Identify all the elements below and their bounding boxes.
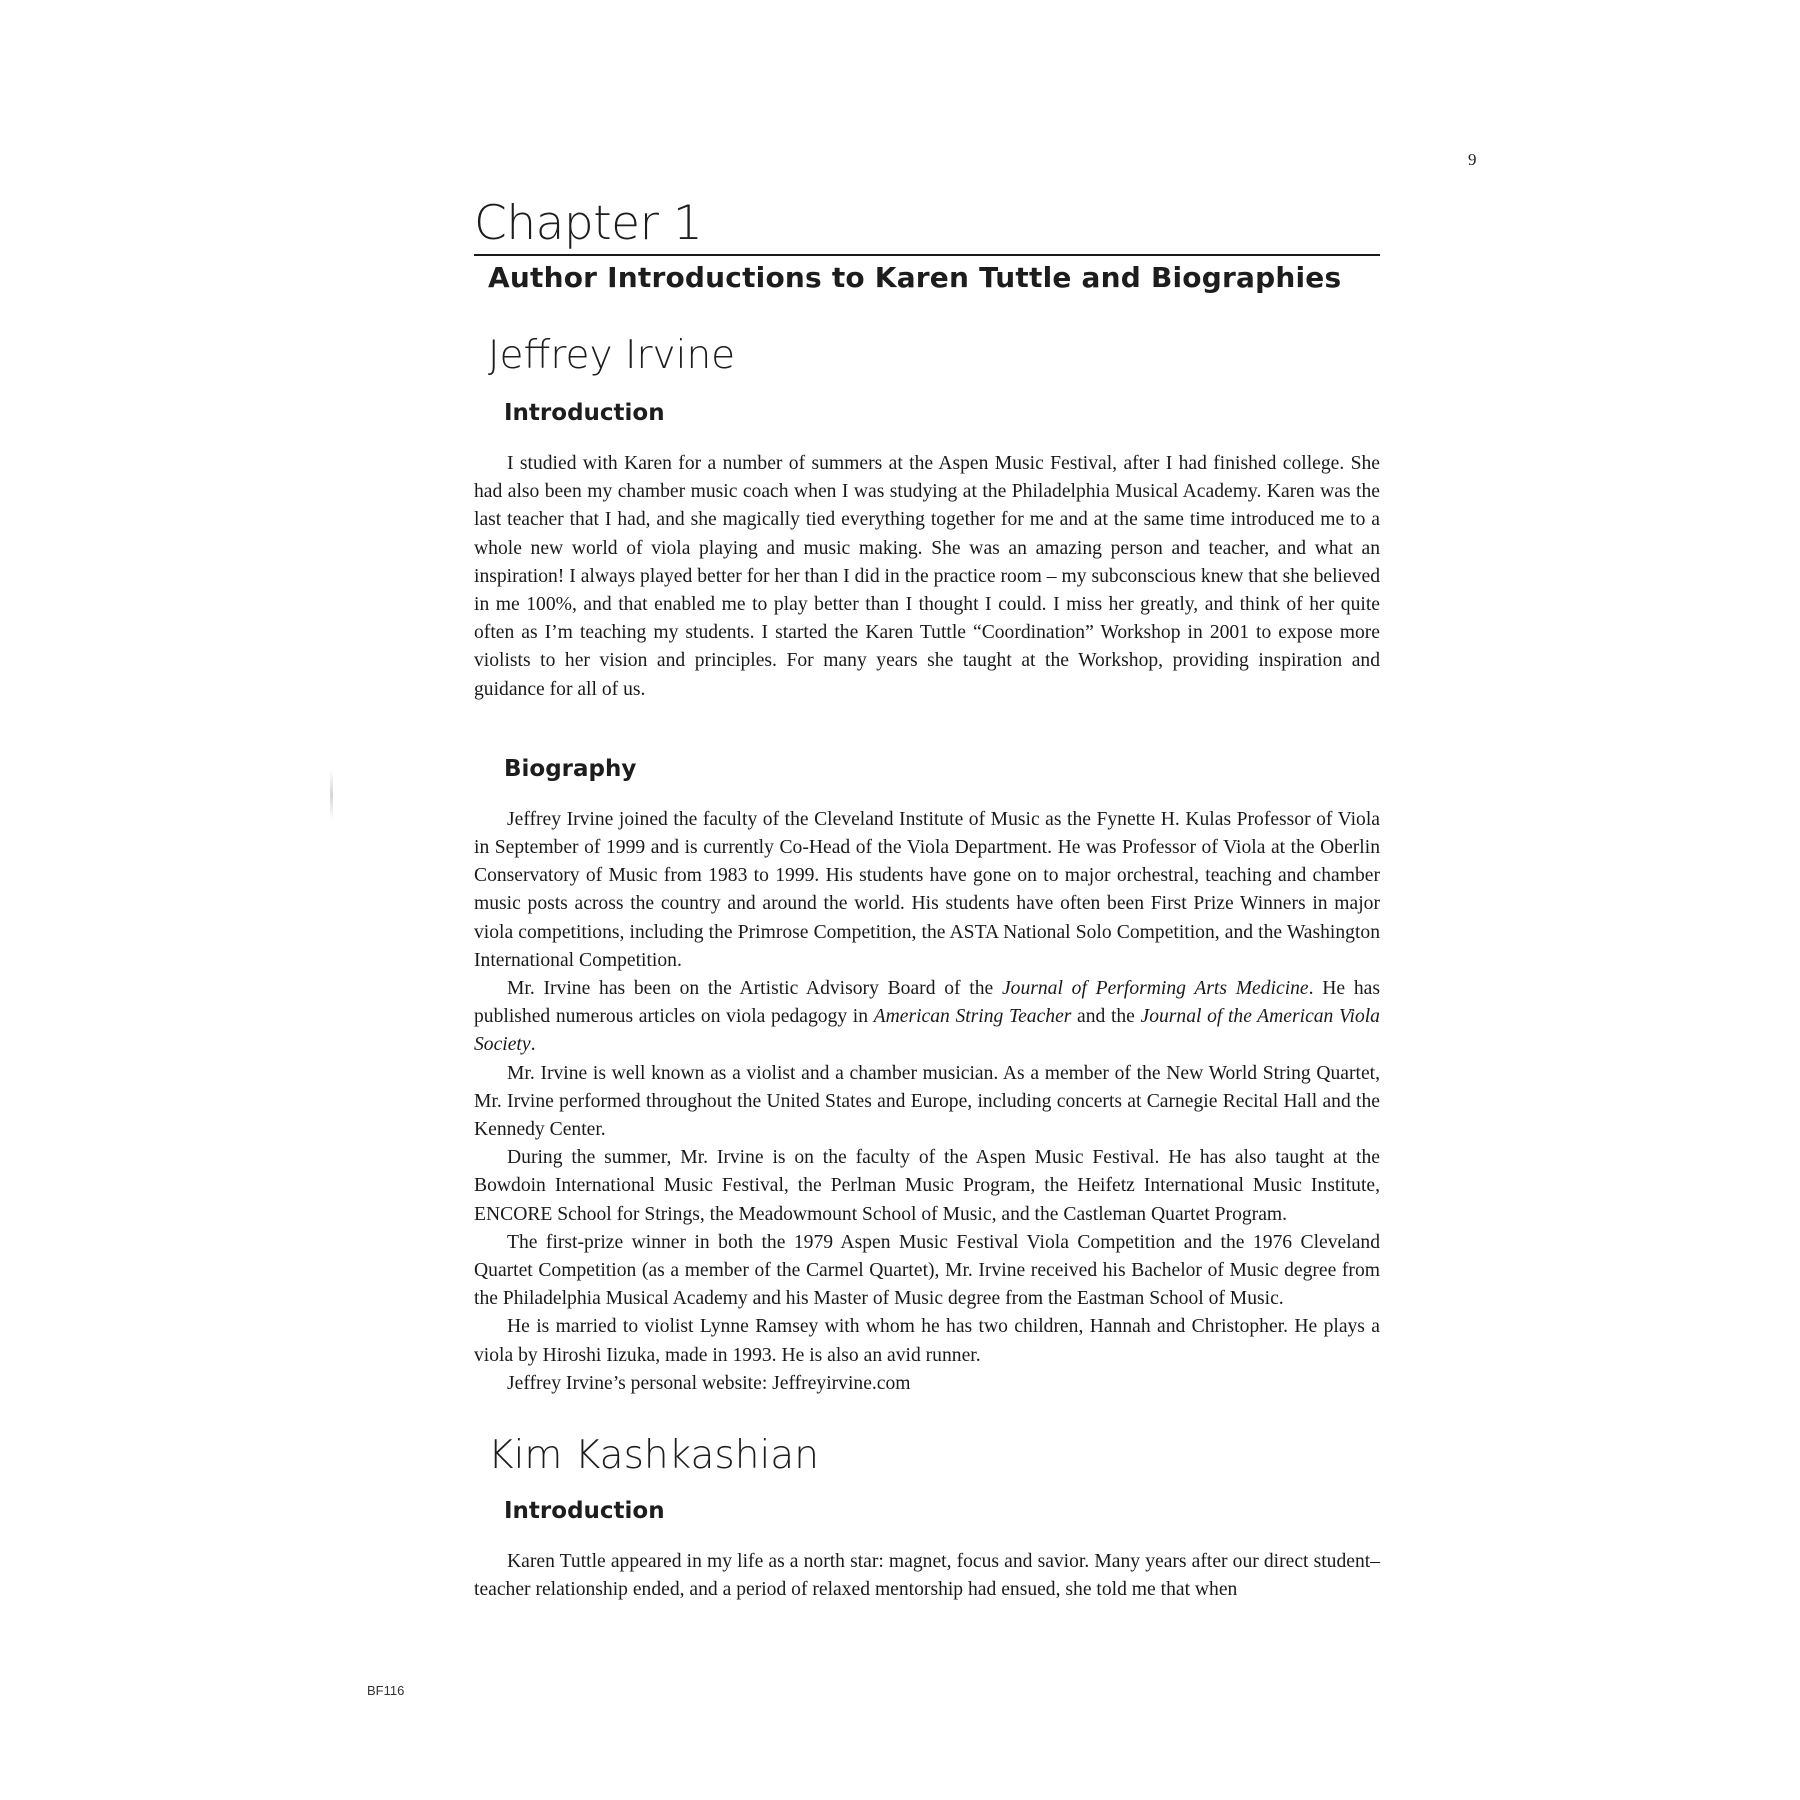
journal-title: American String Teacher — [873, 1006, 1072, 1028]
biography-heading: Biography — [504, 755, 637, 782]
paragraph — [474, 975, 1380, 1060]
footer-code: BF116 — [367, 1683, 405, 1698]
introduction-heading: Introduction — [504, 1498, 665, 1525]
paragraph: During the summer, Mr. Irvine is on the faculty of the Aspen Music Festival. He has also taught at the Bowdoin International Music Festival, the Perlman Music Program, the Heifetz International Music Institute, ENCORE School for Strings, the Meadowmount School of Music, and the Castleman Quartet Program. — [474, 1147, 1380, 1225]
person-name-kim-kashkashian: Kim Kashkashian — [488, 1433, 819, 1479]
paragraph: He is married to violist Lynne Ramsey with whom he has two children, Hannah and Christopher. He plays a viola by Hiroshi Iizuka, made in 1993. He is also an avid runner. — [474, 1316, 1380, 1366]
paragraph: Mr. Irvine is well known as a violist and a chamber musician. As a member of the New World String Quartet, Mr. Irvine performed throughout the United States and Europe, including concerts at Carnegie Recital Hall and the Kennedy Center. — [474, 1062, 1380, 1141]
paragraph: The first-prize winner in both the 1979 Aspen Music Festival Viola Competition and the 1976 Cleveland Quartet Competition (as a member of the Carmel Quartet), Mr. Irvine received his Bachelor of Music degree from the Philadelphia Musical Academy and his Master of Music degree from the Eastman School of Music. — [474, 1231, 1380, 1310]
scan-edge-mark — [330, 770, 333, 820]
introduction-text — [474, 1548, 1380, 1604]
introduction-text — [474, 450, 1380, 704]
text-run: and the — [1071, 1006, 1141, 1028]
text-run: . — [530, 1034, 536, 1056]
text-run: . He has published numerous articles on viola pedagogy in — [474, 978, 1380, 1028]
person-name-jeffrey-irvine: Jeffrey Irvine — [488, 333, 736, 378]
paragraph: Jeffrey Irvine joined the faculty of the Cleveland Institute of Music as the Fynette H. Kulas Professor of Viola in September of 1999 and is currently Co-Head of the Viola Department. He was Professor of Viola at the Oberlin Conservatory of Music from 1983 to 1999. His students have gone on to major orchestral, teaching and chamber music posts across the country and around the world. His students have often been First Prize Winners in major viola competitions, including the Primrose Competition, the ASTA National Solo Competition, and the Washington International Competition. — [474, 808, 1380, 971]
text-run: Mr. Irvine has been on the Artistic Advisory Board of the — [507, 978, 1002, 1000]
chapter-rule — [474, 254, 1380, 256]
introduction-heading: Introduction — [504, 400, 665, 426]
journal-title: Journal of Performing Arts Medicine — [1001, 978, 1309, 1000]
page-number: 9 — [1468, 150, 1477, 169]
chapter-title: Author Introductions to Karen Tuttle and Biographies — [488, 261, 1342, 294]
paragraph: I studied with Karen for a number of summers at the Aspen Music Festival, after I had finished college. She had also been my chamber music coach when I was studying at the Philadelphia Musical Academy. Karen was the last teacher that I had, and she magically tied everything together for me and at the same time introduced me to a whole new world of viola playing and music making. She was an amazing person and teacher, and what an inspiration! I always played better for her than I did in the practice room – my subconscious knew that she believed in me 100%, and that enabled me to play better than I thought I could. I miss her greatly, and think of her quite often as I’m teaching my students. I started the Karen Tuttle “Coordination” Workshop in 2001 to expose more violists to her vision and principles. For many years she taught at the Workshop, providing inspiration and guidance for all of us. — [474, 453, 1380, 700]
paragraph: Karen Tuttle appeared in my life as a north star: magnet, focus and savior. Many years after our direct student–teacher relationship ended, and a period of relaxed mentorship had ensued, she told me that when — [474, 1551, 1380, 1601]
page-content — [474, 196, 1380, 1605]
biography-text — [474, 806, 1380, 1398]
website-line: Jeffrey Irvine’s personal website: Jeffreyirvine.com — [507, 1372, 911, 1394]
chapter-number: Chapter 1 — [474, 196, 703, 251]
journal-title: Journal of the American Viola Society — [474, 1006, 1380, 1056]
